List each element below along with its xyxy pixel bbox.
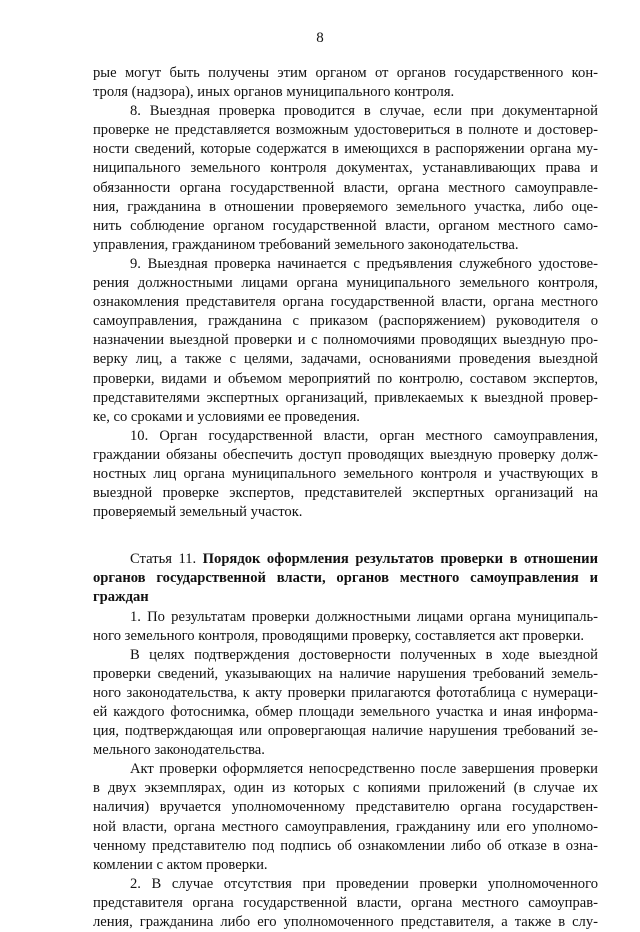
line-text: В целях подтверждения достоверности полученных в ходе выездной [130, 646, 598, 663]
text-line [93, 503, 598, 522]
line-text: ного земельного контроля, проводящими проверку, составляется акт проверки. [93, 627, 585, 644]
line-text: выездной проверке экспертов, представителей экспертных организаций на [93, 485, 598, 502]
text-line [93, 550, 598, 569]
text-line [93, 198, 598, 217]
line-text: наличия) вручается уполномоченному представителю органа государствен- [93, 799, 598, 816]
line-text: проверяемый земельный участок. [93, 504, 303, 521]
line-text: троля (надзора), иных органов муниципального контроля. [93, 84, 455, 101]
text-line [93, 370, 598, 389]
line-text: нить соблюдение органом государственной власти, органом местного само- [93, 217, 598, 234]
article-heading-text: органов государственной власти, органов местного самоуправления и [93, 570, 598, 587]
text-line [93, 331, 598, 350]
text-line [93, 121, 598, 140]
line-text: мельного законодательства. [93, 742, 265, 759]
paragraph-gap [93, 522, 598, 550]
text-line [93, 255, 598, 274]
text-line [93, 83, 598, 102]
text-line [93, 665, 598, 684]
text-line [93, 837, 598, 856]
text-line [93, 684, 598, 703]
line-text: ности сведений, которые содержатся в имеющихся в распоряжении органа му- [93, 141, 598, 158]
text-line [93, 408, 598, 427]
page-number: 8 [316, 30, 324, 46]
line-text: 2. В случае отсутствия при проведении проверки уполномоченного [130, 875, 598, 892]
line-text: ного законодательства, к акту проверки прилагаются фототаблица с нумераци- [93, 684, 598, 701]
line-text: ной власти, органа местного самоуправления, гражданину или его уполномо- [93, 818, 598, 835]
line-text: верку лиц, а также с целями, задачами, основаниями проведения выездной [93, 351, 598, 368]
line-text: ознакомления представителя органа государственной власти, органа местного [93, 294, 598, 311]
text-line [93, 389, 598, 408]
text-line [93, 894, 598, 913]
line-text: комлении с актом проверки. [93, 856, 268, 873]
text-line [93, 484, 598, 503]
line-text: в двух экземплярах, один из которых с копиями приложений (в случае их [93, 780, 598, 797]
text-line [93, 569, 598, 588]
line-text: ченному представителю под подпись об ознакомлении либо об отказе в озна- [93, 837, 598, 854]
line-text: Акт проверки оформляется непосредственно после завершения проверки [130, 761, 598, 778]
line-text: ния, гражданина в отношении проверяемого земельного участка, либо оце- [93, 198, 598, 215]
text-line [93, 798, 598, 817]
line-text: проверке не представляется возможным удостовериться в полноте и достовер- [93, 122, 598, 139]
line-text: 9. Выездная проверка начинается с предъявления служебного удостове- [130, 255, 598, 272]
line-text: рые могут быть получены этим органом от органов государственного кон- [93, 65, 598, 81]
line-text: Статья 11. [130, 551, 203, 568]
text-line [93, 446, 598, 465]
line-text: ления, гражданина либо его уполномоченного представителя, а также в слу- [93, 914, 598, 931]
document-body [93, 64, 598, 932]
line-text: управления, гражданином требований земельного законодательства. [93, 236, 519, 253]
article-heading-text: Порядок оформления результатов проверки в отношении [202, 551, 598, 568]
text-line [93, 627, 598, 646]
line-text: рения должностными лицами органа муниципального земельного контроля, [93, 275, 598, 292]
text-line [93, 588, 598, 607]
line-text: 8. Выездная проверка проводится в случае, если при документарной [130, 103, 598, 120]
text-line [93, 159, 598, 178]
text-line [93, 293, 598, 312]
line-text: ностных лиц органа муниципального земельного контроля и участвующих в [93, 465, 598, 482]
line-text: обязанности органа государственной власти, органа местного самоуправле- [93, 179, 598, 196]
text-line [93, 274, 598, 293]
text-line [93, 350, 598, 369]
line-text: ке, со сроками и условиями ее проведения. [93, 408, 360, 425]
text-line [93, 236, 598, 255]
line-text: самоуправления, гражданина с приказом (распоряжением) руководителя о [93, 313, 598, 330]
text-line [93, 722, 598, 741]
line-text: представителями экспертных организаций, привлекаемых к выездной провер- [93, 389, 598, 406]
line-text: 1. По результатам проверки должностными лицами органа муниципаль- [130, 608, 598, 625]
line-text: ниципального земельного контроля документах, устанавливающих права и [93, 160, 598, 177]
text-line [93, 741, 598, 760]
line-text: ция, подтверждающая или опровергающая наличие нарушения требований зе- [93, 723, 598, 740]
text-line [93, 856, 598, 875]
text-line [93, 312, 598, 331]
text-line [93, 646, 598, 665]
line-text: назначении выездной проверки и с полномочиями проводящих выездную про- [93, 332, 598, 349]
text-line [93, 427, 598, 446]
text-line [93, 217, 598, 236]
line-text: ей каждого фотоснимка, обмер площади земельного участка и иная информа- [93, 704, 598, 720]
line-text: 10. Орган государственной власти, орган местного самоуправления, [130, 427, 598, 444]
text-line [93, 608, 598, 627]
line-text: проверки, видами и объемом мероприятий по контролю, составом экспертов, [93, 370, 598, 387]
text-line [93, 140, 598, 159]
text-line [93, 818, 598, 837]
text-line [93, 913, 598, 932]
text-line [93, 875, 598, 894]
text-line [93, 179, 598, 198]
line-text: проверки сведений, указывающих на наличие нарушения требований земель- [93, 665, 598, 682]
text-line [93, 102, 598, 121]
text-line [93, 779, 598, 798]
text-line [93, 465, 598, 484]
text-line [93, 760, 598, 779]
text-line [93, 703, 598, 722]
article-heading-text: граждан [93, 589, 149, 606]
line-text: граждании обязаны обеспечить доступ проводящих выездную проверку долж- [93, 446, 598, 463]
line-text: представителя органа государственной власти, органа местного самоуправ- [93, 894, 598, 911]
text-line [93, 64, 598, 83]
